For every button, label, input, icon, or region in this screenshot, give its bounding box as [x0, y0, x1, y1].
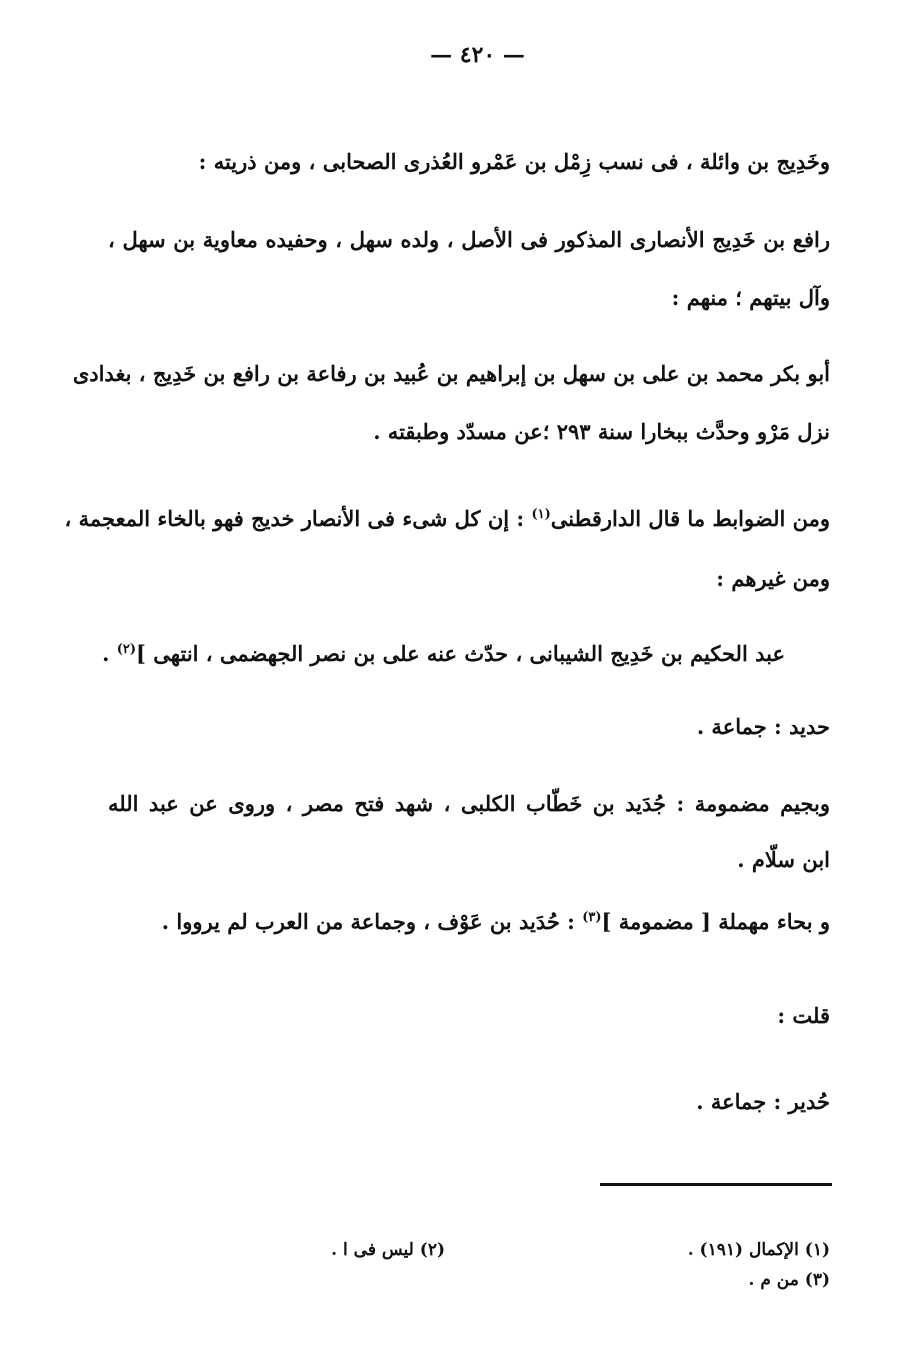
text-line-1: وخَدِيج بن وائلة ، فى نسب زِمْل بن عَمْرو العُذرى الصحابى ، ومن ذريته : — [198, 149, 830, 174]
footnote-2: (٢) ليس فى ا . — [331, 1240, 445, 1260]
text-line-10: وبجيم مضمومة : جُدَيد بن خَطّاب الكلبى ، شهد فتح مصر ، وروى عن عبد الله — [108, 791, 830, 816]
footnote-marker-3: (٣) — [582, 910, 602, 925]
page-number: — ٤٢٠ — — [430, 42, 525, 68]
footnote-marker-1: (١) — [531, 507, 551, 522]
text-line-8 — [102, 640, 785, 668]
text-segment: : إن كل شىء فى الأنصار خديج فهو بالخاء المعجمة ، — [64, 506, 525, 531]
text-line-12 — [162, 908, 830, 936]
footnote-3: (٣) من م . — [748, 1270, 830, 1290]
text-segment: . — [102, 641, 110, 666]
text-line-9: حديد : جماعة . — [696, 714, 830, 739]
footnote-1: (١) الإكمال (١٩١) . — [687, 1240, 830, 1260]
text-line-6 — [65, 505, 830, 533]
text-segment: عبد الحكيم بن خَدِيج الشيبانى ، حدّث عنه على بن نصر الجهضمى ، انتهى ] — [136, 641, 785, 666]
text-segment: و بحاء مهملة [ مضمومة ] — [601, 909, 830, 934]
text-segment: : حُدَيد بن عَوْف ، وجماعة من العرب لم يرووا . — [161, 909, 575, 934]
text-line-7: ومن غيرهم : — [716, 566, 830, 591]
footnote-marker-2: (٢) — [116, 642, 137, 657]
text-segment: ومن الضوابط ما قال الدارقطنى — [550, 506, 830, 531]
text-line-11: ابن سلّام . — [737, 847, 830, 872]
text-line-14: حُدير : جماعة . — [696, 1089, 830, 1114]
text-line-2: رافع بن خَدِيج الأنصارى المذكور فى الأصل ، ولده سهل ، وحفيده معاوية بن سهل ، — [108, 227, 831, 252]
footnote-separator — [600, 1183, 832, 1186]
text-line-3: وآل بيتهم ؛ منهم : — [671, 285, 830, 310]
text-line-5: نزل مَرْو وحدَّث ببخارا سنة ٢٩٣ ؛عن مسدّد وطبقته . — [373, 419, 830, 444]
text-line-13: قلت : — [777, 1003, 830, 1028]
text-line-4: أبو بكر محمد بن على بن سهل بن إبراهيم بن عُبيد بن رفاعة بن رافع بن خَدِيج ، بغدادى — [72, 361, 830, 386]
